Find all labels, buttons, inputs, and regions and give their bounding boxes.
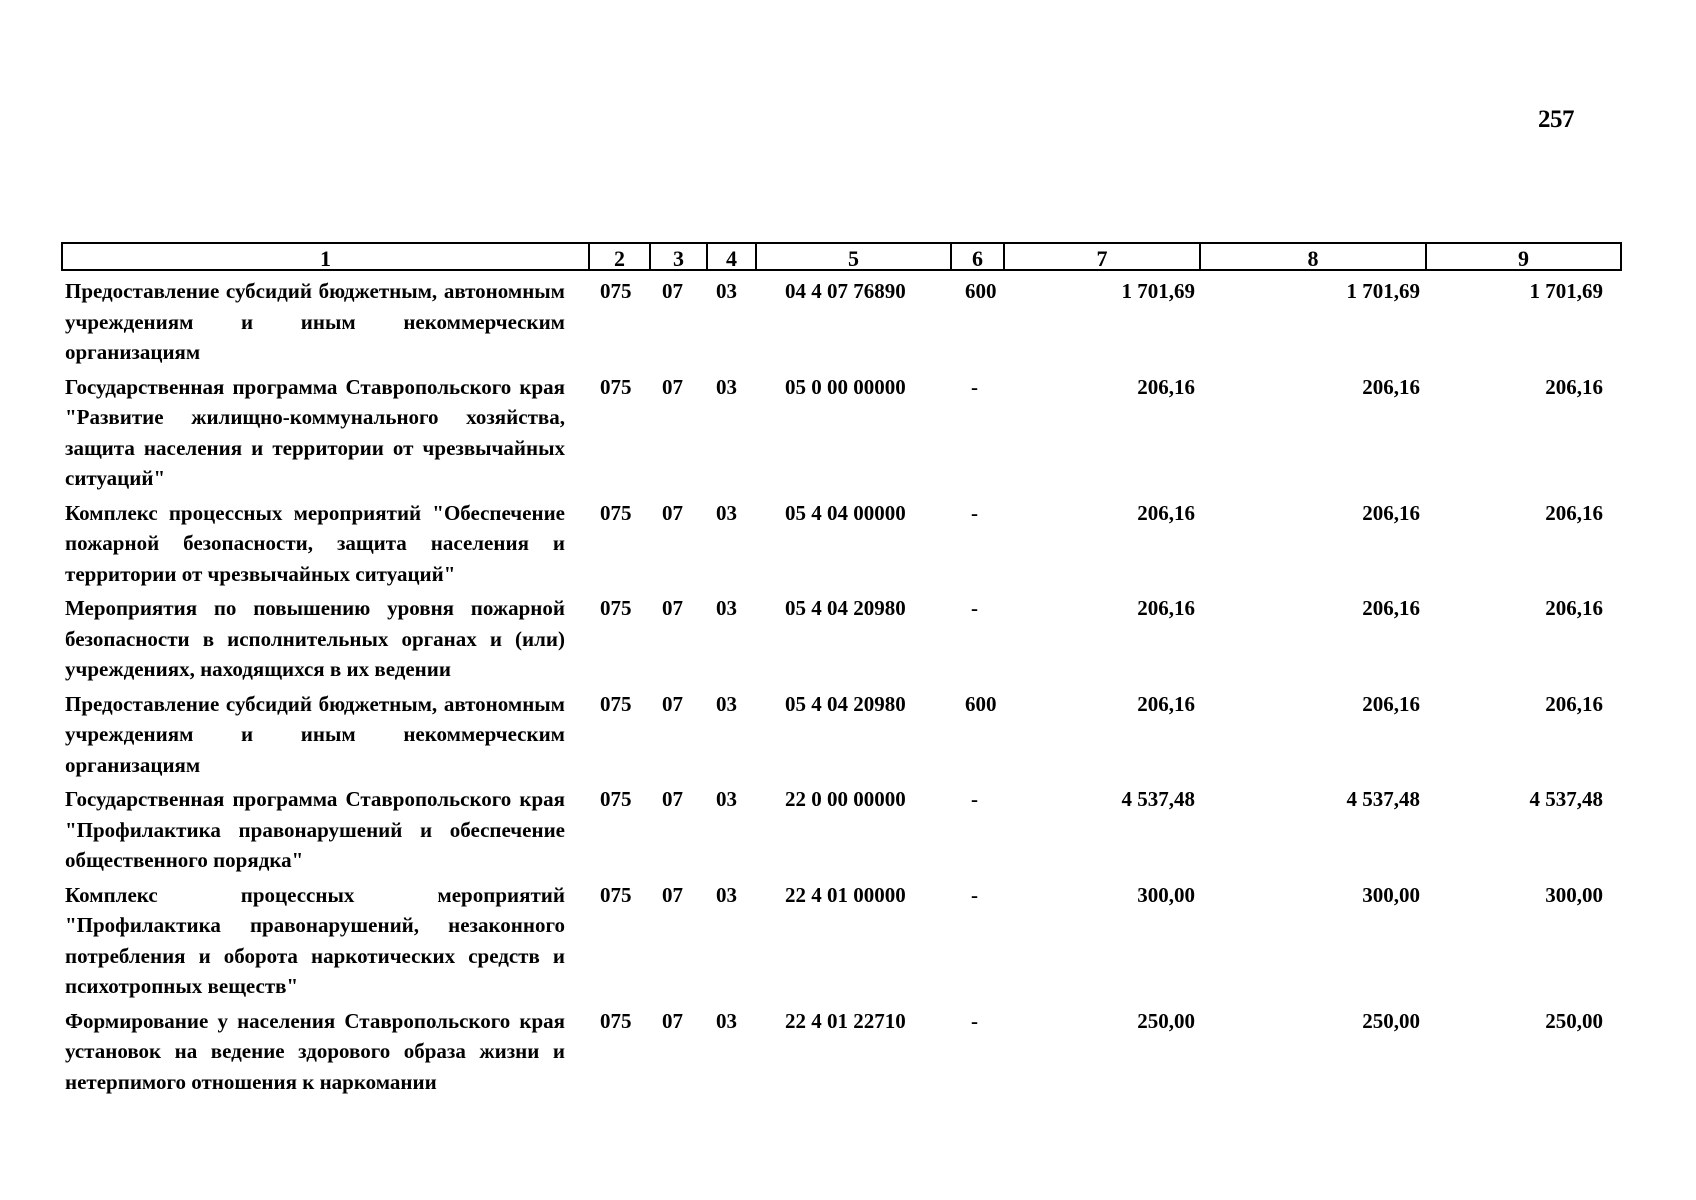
header-col-7: 7	[1003, 244, 1199, 269]
row-col-2: 075	[600, 691, 632, 716]
table-header	[61, 242, 1622, 271]
row-col-4: 03	[716, 279, 737, 303]
row-col-2: 075	[600, 279, 632, 303]
row-col-2: 075	[600, 596, 632, 620]
row-col-3: 07	[662, 374, 683, 399]
header-col-2: 2	[588, 244, 649, 269]
header-col-4: 4	[706, 244, 755, 269]
row-col-4: 03	[716, 882, 737, 907]
header-col-6: 6	[950, 244, 1003, 269]
header-col-9: 9	[1425, 244, 1620, 269]
row-col-8: 300,00	[1362, 882, 1420, 907]
row-col-6: 600	[965, 279, 997, 303]
row-col-6: -	[971, 374, 978, 399]
row-col-2: 075	[600, 882, 632, 907]
row-name: Мероприятия по повышению уровня пожарной безопасности в исполнительных органах и (или) учреждениях, находящихся в их ведении	[65, 596, 565, 681]
row-name: Комплекс процессных мероприятий "Профилактика правонарушений, незаконного потребления и оборота наркотических средств и психотропных веществ"	[65, 882, 565, 998]
row-col-8: 250,00	[1362, 1008, 1420, 1033]
row-col-6: -	[971, 882, 978, 907]
row-col-9: 206,16	[1545, 500, 1603, 525]
row-name: Государственная программа Ставропольского края "Развитие жилищно-коммунального хозяйства, защита населения и территории от чрезвычайных ситуаций"	[65, 374, 565, 490]
row-col-6: 600	[965, 691, 997, 716]
row-col-3: 07	[662, 787, 683, 811]
table-row	[0, 1002, 1696, 1098]
page-number: 257	[1538, 106, 1574, 133]
header-col-5: 5	[755, 244, 950, 269]
row-col-5: 05 4 04 00000	[785, 500, 906, 525]
row-col-9: 4 537,48	[1529, 787, 1603, 811]
table-row	[0, 368, 1696, 494]
row-col-6: -	[971, 787, 978, 811]
header-col-1: 1	[320, 246, 331, 271]
row-col-8: 1 701,69	[1346, 279, 1420, 303]
row-name: Предоставление субсидий бюджетным, автономным учреждениям и иным некоммерческим организациям	[65, 691, 565, 777]
row-col-4: 03	[716, 500, 737, 525]
table-row	[0, 589, 1696, 685]
table-body	[0, 272, 1696, 1097]
row-col-2: 075	[600, 500, 632, 525]
row-col-5: 05 4 04 20980	[785, 596, 906, 620]
row-col-6: -	[971, 596, 978, 620]
row-col-8: 206,16	[1362, 374, 1420, 399]
table-row	[0, 685, 1696, 781]
row-col-4: 03	[716, 691, 737, 716]
table-row	[0, 876, 1696, 1002]
row-col-2: 075	[600, 1008, 632, 1033]
row-col-7: 300,00	[1137, 882, 1195, 907]
header-col-8: 8	[1199, 244, 1425, 269]
table-row	[0, 494, 1696, 590]
row-col-8: 206,16	[1362, 596, 1420, 620]
row-col-9: 206,16	[1545, 374, 1603, 399]
header-col-3: 3	[649, 244, 706, 269]
row-col-4: 03	[716, 787, 737, 811]
row-col-8: 4 537,48	[1346, 787, 1420, 811]
row-col-7: 206,16	[1137, 500, 1195, 525]
row-col-5: 05 0 00 00000	[785, 374, 906, 399]
row-col-5: 04 4 07 76890	[785, 279, 906, 303]
row-col-9: 206,16	[1545, 691, 1603, 716]
row-col-9: 300,00	[1545, 882, 1603, 907]
row-col-7: 206,16	[1137, 596, 1195, 620]
row-col-2: 075	[600, 787, 632, 811]
row-col-4: 03	[716, 1008, 737, 1033]
row-col-5: 22 4 01 00000	[785, 882, 906, 907]
row-col-3: 07	[662, 500, 683, 525]
row-col-7: 4 537,48	[1121, 787, 1195, 811]
row-col-9: 206,16	[1545, 596, 1603, 620]
row-col-6: -	[971, 1008, 978, 1033]
row-col-3: 07	[662, 279, 683, 303]
row-col-7: 206,16	[1137, 691, 1195, 716]
row-name: Предоставление субсидий бюджетным, автономным учреждениям и иным некоммерческим организациям	[65, 279, 565, 364]
row-col-5: 22 0 00 00000	[785, 787, 906, 811]
row-col-7: 250,00	[1137, 1008, 1195, 1033]
row-col-4: 03	[716, 374, 737, 399]
row-col-2: 075	[600, 374, 632, 399]
row-name: Комплекс процессных мероприятий "Обеспечение пожарной безопасности, защита населения и территории от чрезвычайных ситуаций"	[65, 500, 565, 586]
row-col-5: 05 4 04 20980	[785, 691, 906, 716]
row-col-3: 07	[662, 1008, 683, 1033]
row-col-9: 250,00	[1545, 1008, 1603, 1033]
row-col-8: 206,16	[1362, 691, 1420, 716]
row-col-3: 07	[662, 596, 683, 620]
row-col-8: 206,16	[1362, 500, 1420, 525]
row-col-9: 1 701,69	[1529, 279, 1603, 303]
row-name: Формирование у населения Ставропольского края установок на ведение здорового образа жизни и нетерпимого отношения к наркомании	[65, 1008, 565, 1094]
row-col-3: 07	[662, 691, 683, 716]
table-row	[0, 272, 1696, 368]
row-col-5: 22 4 01 22710	[785, 1008, 906, 1033]
row-col-7: 206,16	[1137, 374, 1195, 399]
row-col-6: -	[971, 500, 978, 525]
row-col-4: 03	[716, 596, 737, 620]
table-row	[0, 780, 1696, 876]
row-col-3: 07	[662, 882, 683, 907]
row-col-7: 1 701,69	[1121, 279, 1195, 303]
row-name: Государственная программа Ставропольского края "Профилактика правонарушений и обеспечение общественного порядка"	[65, 787, 565, 872]
